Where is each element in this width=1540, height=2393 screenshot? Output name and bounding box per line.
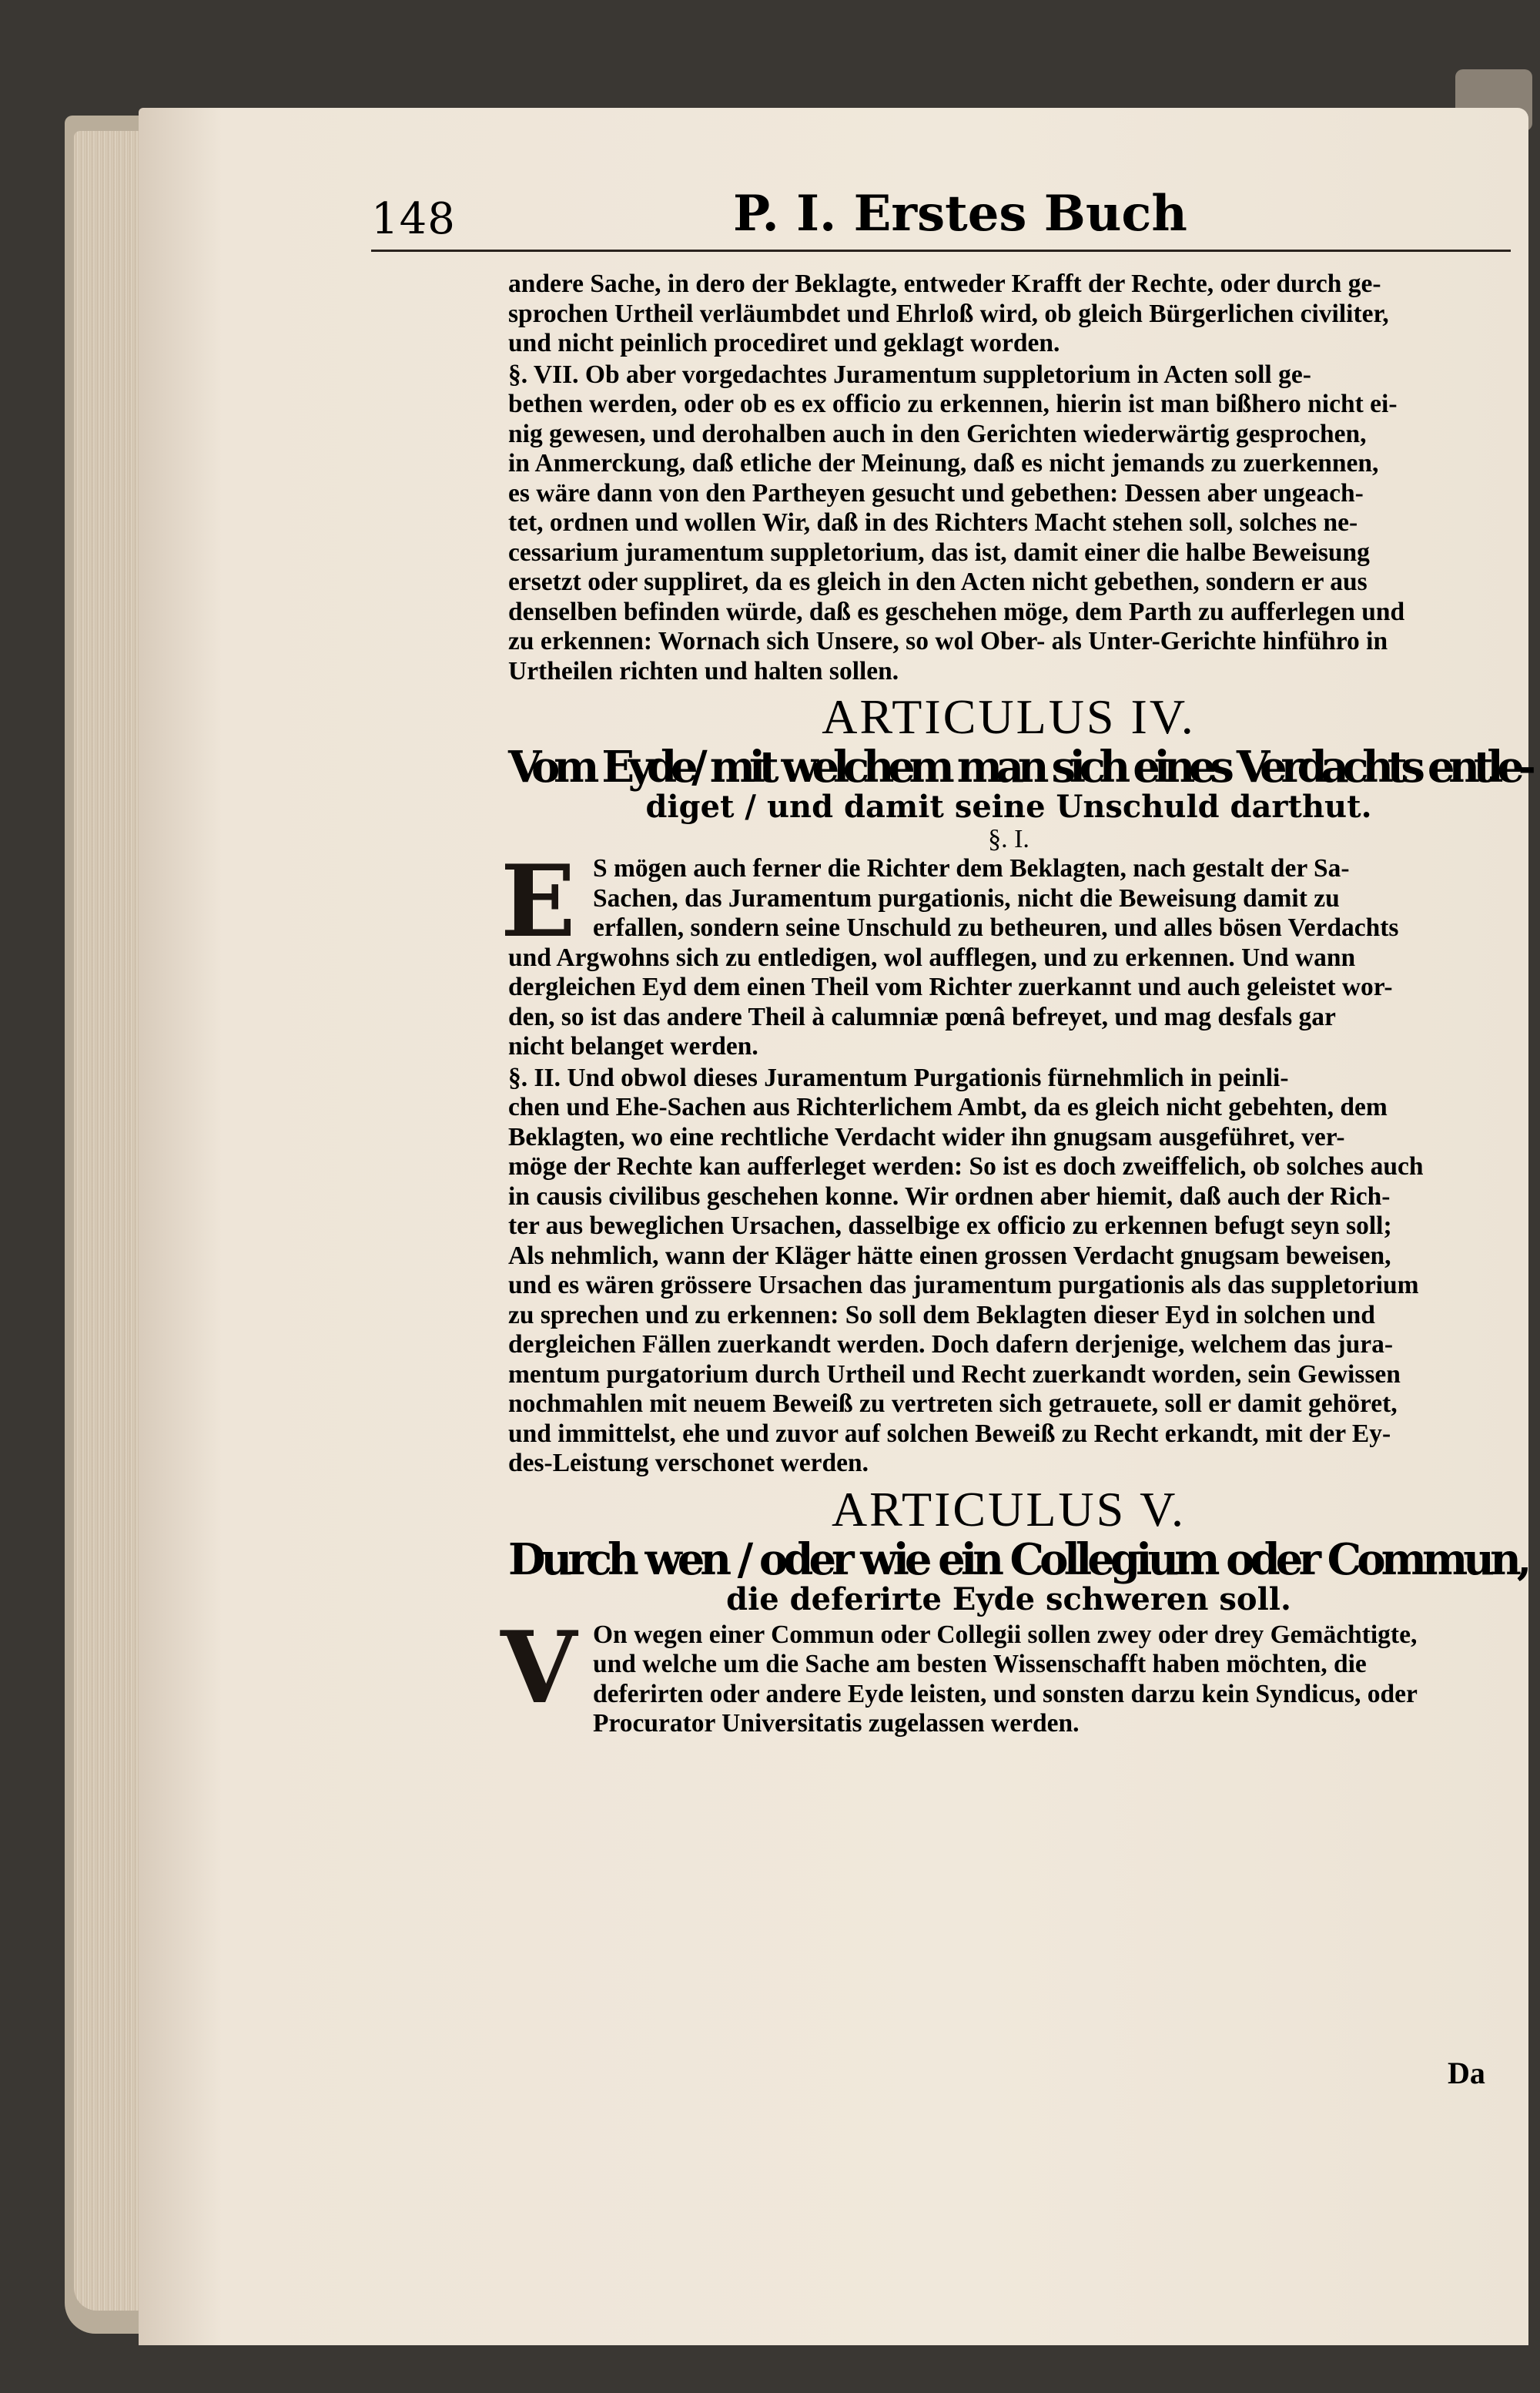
text-line: zu sprechen und zu erkennen: So soll dem Beklagten dieser Eyd in solchen und [508, 1300, 1375, 1329]
text-line: und Argwohns sich zu entledigen, wol aufflegen, und zu erkennen. Und wann [508, 943, 1356, 972]
text-line: tet, ordnen und wollen Wir, daß in des Richters Macht stehen soll, solches ne- [508, 508, 1358, 537]
text-line: und immittelst, ehe und zuvor auf solchen Beweiß zu Recht erkandt, mit der Ey- [508, 1419, 1391, 1448]
running-title: P. I. Erstes Buch [733, 185, 1187, 243]
article-iv-paragraph-2 [508, 1064, 1509, 1479]
text-block [500, 270, 1530, 1739]
paragraph-continuation [508, 270, 1509, 359]
text-line: des-Leistung verschonet werden. [508, 1449, 869, 1477]
text-line: denselben befinden würde, daß es geschehen möge, dem Parth zu aufferlegen und [508, 597, 1405, 626]
text-line: nig gewesen, und derohalben auch in den Gerichten wiederwärtig gesprochen, [508, 419, 1367, 448]
text-line: und welche um die Sache am besten Wissenschafft haben möchten, die [593, 1650, 1367, 1678]
article-iv-title: Vom Eyde/ mit welchem man sich eines Verdachts entle- [508, 742, 1530, 793]
text-line: On wegen einer Commun oder Collegii sollen zwey oder drey Gemächtigte, [593, 1620, 1418, 1649]
drop-initial-v: V [500, 1610, 578, 1726]
text-line: Als nehmlich, wann der Kläger hätte einen grossen Verdacht gnugsam beweisen, [508, 1241, 1391, 1270]
article-iv-subtitle: diget / und damit seine Unschuld darthut. [645, 789, 1372, 825]
running-head [371, 185, 1511, 252]
text-line: §. VII. Ob aber vorgedachtes Juramentum suppletorium in Acten soll ge- [508, 360, 1311, 389]
page-edges [74, 131, 143, 2311]
text-line: Sachen, das Juramentum purgationis, nicht die Beweisung damit zu [593, 883, 1340, 913]
text-line: deferirten oder andere Eyde leisten, und sonsten darzu kein Syndicus, oder [593, 1679, 1418, 1708]
text-line: sprochen Urtheil verläumbdet und Ehrloß wird, ob gleich Bürgerlichen civiliter, [508, 299, 1389, 328]
text-line: ersetzt oder suppliret, da es gleich in den Acten nicht gebethen, sondern er aus [508, 568, 1368, 596]
text-line: mentum purgatorium durch Urtheil und Recht zuerkandt worden, sein Gewissen [508, 1359, 1401, 1389]
text-line: den, so ist das andere Theil à calumniæ pœnâ befreyet, und mag desfals gar [508, 1002, 1336, 1031]
article-v-subtitle: die deferirte Eyde schweren soll. [726, 1580, 1291, 1617]
catchword: Da [1448, 2056, 1485, 2090]
text-line: erfallen, sondern seine Unschuld zu betheuren, und alles bösen Verdachts [593, 913, 1399, 942]
article-iv-heading: ARTICULUS IV. [822, 689, 1196, 744]
text-line: nochmahlen mit neuem Beweiß zu vertreten sich getrauete, soll er damit gehöret, [508, 1389, 1398, 1418]
text-line: in causis civilibus geschehen konne. Wir ordnen aber hiemit, daß auch der Rich- [508, 1181, 1391, 1211]
text-line: S mögen auch ferner die Richter dem Beklagten, nach gestalt der Sa- [593, 854, 1350, 883]
text-line: dergleichen Eyd dem einen Theil vom Richter zuerkannt und auch geleistet wor- [508, 973, 1393, 1001]
text-line: cessarium juramentum suppletorium, das ist, damit einer die halbe Beweisung [508, 538, 1370, 567]
text-line: §. II. Und obwol dieses Juramentum Purgationis fürnehmlich in peinli- [508, 1063, 1289, 1092]
page-number: 148 [371, 194, 456, 244]
text-line: chen und Ehe-Sachen aus Richterlichem Ambt, da es gleich nicht gebehten, dem [508, 1093, 1388, 1121]
drop-initial-e: E [500, 844, 576, 960]
text-line: dergleichen Fällen zuerkandt werden. Doch dafern derjenige, welchem das jura- [508, 1330, 1394, 1359]
text-line: und nicht peinlich procediret und geklagt worden. [508, 329, 1060, 357]
text-line: möge der Rechte kan aufferleget werden: So ist es doch zweiffelich, ob solches auch [508, 1152, 1424, 1181]
paragraph-section-vii [508, 360, 1509, 687]
text-line: nicht belanget werden. [508, 1032, 758, 1061]
text-line: Procurator Universitatis zugelassen werden. [593, 1709, 1080, 1738]
text-line: andere Sache, in dero der Beklagte, entweder Krafft der Rechte, oder durch ge- [508, 270, 1381, 298]
text-line: zu erkennen: Wornach sich Unsere, so wol Ober- als Unter-Gerichte hinführo in [508, 627, 1388, 655]
text-line: Urtheilen richten und halten sollen. [508, 656, 899, 685]
text-line: es wäre dann von den Partheyen gesucht und gebethen: Dessen aber ungeach- [508, 478, 1364, 508]
article-iv-paragraph-1 [500, 844, 1509, 1062]
text-line: ter aus beweglichen Ursachen, dasselbige ex officio zu erkennen befugt seyn soll; [508, 1212, 1392, 1240]
section-mark: §. I. [988, 825, 1029, 853]
text-line: in Anmerckung, daß etliche der Meinung, daß es nicht jemands zu zuerkennen, [508, 449, 1379, 478]
text-line: bethen werden, oder ob es ex officio zu erkennen, hierin ist man bißhero nicht ei- [508, 390, 1398, 418]
article-v-paragraph-1 [500, 1610, 1509, 1739]
article-v-title: Durch wen / oder wie ein Collegium oder Commun, [508, 1533, 1528, 1585]
text-line: und es wären grössere Ursachen das juramentum purgationis als das suppletorium [508, 1271, 1419, 1299]
text-line: Beklagten, wo eine rechtliche Verdacht wider ihn gnugsam ausgeführet, ver- [508, 1122, 1345, 1151]
article-v-heading: ARTICULUS V. [831, 1481, 1187, 1537]
